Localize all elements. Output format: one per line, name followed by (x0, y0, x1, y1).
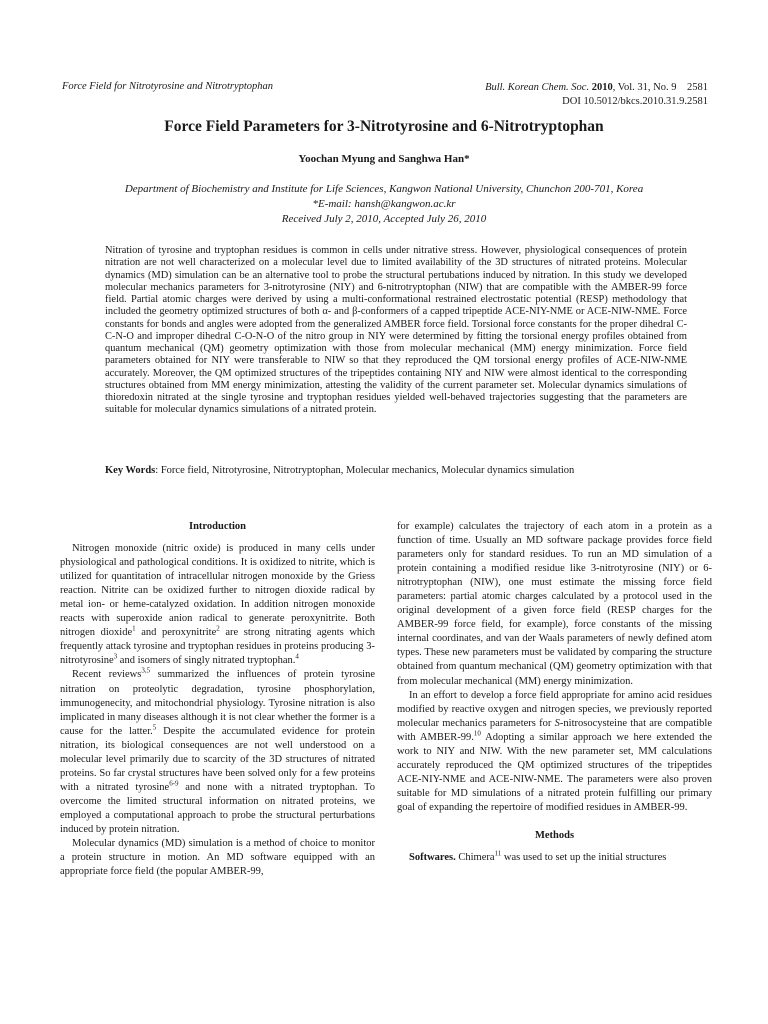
affiliation: Department of Biochemistry and Institute for Life Sciences, Kangwon National University, Chunchon 200-701, Korea (124, 183, 644, 195)
methods-paragraph-1: Softwares. Chimera$^{11}$ was used to set up the initial structures (409, 849, 667, 864)
ref-6-9[interactable]: 6-9 (169, 779, 179, 788)
affiliation-block (0, 182, 768, 227)
intro-paragraph-4: In an effort to develop a force field appropriate for amino acid residues modified by reactive oxygen and nitrogen species, we previously reported molecular mechanics parameters for S-nitrosocysteine that are compatible with AMBER-99.10 Adopting a similar approach we here extended the work to NIY and NIW. With the new parameter set, MM calculations accurately reproduced the QM optimized structures of the tripeptides ACE-NIY-NME and ACE-NIW-NME. The parameters were also proven suitable for MD simulations of a nitrated protein fulfilling our primary goal of expanding the repertoire of modified residues in AMBER-99. (397, 689, 713, 813)
keywords-label: Key Words (105, 465, 156, 476)
ref-10[interactable]: 10 (473, 729, 481, 738)
received-date: Received July 2, 2010, Accepted July 26, 2010 (281, 213, 487, 225)
email: *E-mail: hansh@kangwon.ac.kr (312, 198, 456, 210)
volume-issue: , Vol. 31, No. 9 (612, 82, 677, 93)
page-number: 2581 (687, 82, 708, 93)
doi: DOI 10.5012/bkcs.2010.31.9.2581 (562, 96, 708, 107)
journal-name: Bull. Korean Chem. Soc. (485, 82, 590, 93)
column-left (60, 520, 375, 879)
citation-block (485, 81, 708, 109)
keywords-list: : Force field, Nitrotyrosine, Nitrotryptophan, Molecular mechanics, Molecular dynamics simulation (155, 465, 575, 476)
paper-title: Force Field Parameters for 3-Nitrotyrosine and 6-Nitrotryptophan (164, 118, 604, 135)
column-right (397, 520, 712, 865)
intro-paragraph-3-cont: for example) calculates the trajectory of each atom in a protein as a function of time. Usually an MD software package provides force field parameters only for standard residues. To run an MD simulation of a protein containing a modified residue like 3-nitrotyrosine (NIY) or 6-nitrotryptophan (NIW), one must estimate the missing force field parameters: partial atomic charges calculated by a protocol used in the original development of a given force field (RESP charges for the AMBER-99 force field, for example), force constants of the missing internal coordinates, and van der Waals parameters of newly defined atom types. These new parameters must be validated by comparing the structure obtained from quantum mechanical (QM) geometry optimization with that from molecular mechanical (MM) energy minimization. (397, 521, 712, 687)
running-title: Force Field for Nitrotyrosine and Nitrotryptophan (62, 81, 274, 92)
softwares-label: Softwares. (409, 852, 456, 864)
ref-3[interactable]: 3 (113, 652, 118, 661)
ref-11[interactable]: 11 (494, 849, 502, 858)
keywords (105, 464, 667, 478)
methods-heading: Methods (534, 829, 575, 841)
ref-4[interactable]: 4 (295, 652, 299, 661)
intro-heading: Introduction (189, 521, 246, 532)
intro-paragraph-2: Recent reviews$^{3,5}$ summarized the influences of protein tyrosine nitration on proteolytic degradation, tyrosine phosphorylation, immunogenecity, and mitochondrial physiology. Tyrosine nitration is also implicated in many diseases although it is not clear whether the former is a cause for the latter.$^5$ Despite the accumulated evidence for protein nitration, its biological consequences are not well understood on a molecular level primarily due to scarcity of the 3D structures of nitrated proteins. So far crystal structures have been solved only for a few proteins with a nitrated tyrosine$^{6-9}$ and none with a nitrated tryptophan. To overcome the limited structural information on nitrated proteins, we employed a computational approach to probe the structural perturbations induced by protein nitration. (60, 666, 375, 835)
ref-1[interactable]: 1 (132, 624, 136, 633)
journal-year: 2010 (591, 82, 613, 93)
abstract: Nitration of tyrosine and tryptophan residues is common in cells under nitrative stress. However, physiological consequences of protein nitration are not well characterized on a molecular level due to limited availability of the 3D structures of nitrated proteins. Molecular dynamics (MD) simulation can be an alternative tool to probe the structural pertubations induced by nitration. In this study we developed molecular mechanics parameters for 3-nitrotyrosine (NIY) and 6-nitrotryptophan (NIW) that are compatible with the AMBER-99 force field. Partial atomic charges were derived by using a multi-conformational restrained electrostatic potential (RESP) methodology that included the geometry optimized structures of both α- and β-conformers of a capped tripeptide ACE-NIY-NME or ACE-NIW-NME. Force constants for bonds and angles were adopted from the generalized AMBER force field. Torsional force constants for the proper dihedral C-C-N-O and improper dihedral C-O-N-O of the nitro group in NIY were determined by fitting the torsional energy profiles obtained from quantum mechanical (QM) geometry optimization with those from molecular mechanical (MM) energy minimization. Force field parameters obtained for NIY were transferable to NIW so that they reproduced the QM torsional energy profiles of ACE-NIW-NME accurately. Moreover, the QM optimized structures of the tripeptides containing NIY and NIW were almost identical to the corresponding structures obtained from MM energy minimization, attesting the validity of the current parameter set. Molecular dynamics simulations of thioredoxin nitrated at the single tyrosine and tryptophan residues yielded well-behaved trajectories suggesting that the parameters are suitable for molecular dynamics simulations of a nitrated protein. (105, 245, 687, 416)
ref-5[interactable]: 5 (152, 723, 157, 732)
authors: Yoochan Myung and Sanghwa Han* (298, 153, 470, 165)
citation-line (485, 81, 708, 95)
intro-paragraph-3: Molecular dynamics (MD) simulation is a method of choice to monitor a protein structure in motion. An MD software equipped with an appropriate force field (the popular AMBER-99, (60, 838, 375, 878)
ref-3-5[interactable]: 3,5 (141, 666, 151, 675)
ref-2[interactable]: 2 (216, 624, 220, 633)
intro-paragraph-1: Nitrogen monoxide (nitric oxide) is produced in many cells under physiological and pathological conditions. It is oxidized to nitrite, which is utilized for quantitation of intracellular nitrogen monoxide by the Griess reaction. Nitrite can be oxidized further to nitrogen dioxide radical by metal ion- or heme-catalyzed oxidation. In addition nitrogen monoxide reacts with superoxide anion radical to generate peroxynitrite. Both nitrogen dioxide$^1$ and peroxynitrite$^2$ are strong nitrating agents which frequently attack tyrosine and tryptophan residues in proteins producing 3-nitrotyrosine$^3$ and isomers of singly nitrated tryptophan.$^4$ (60, 543, 375, 667)
